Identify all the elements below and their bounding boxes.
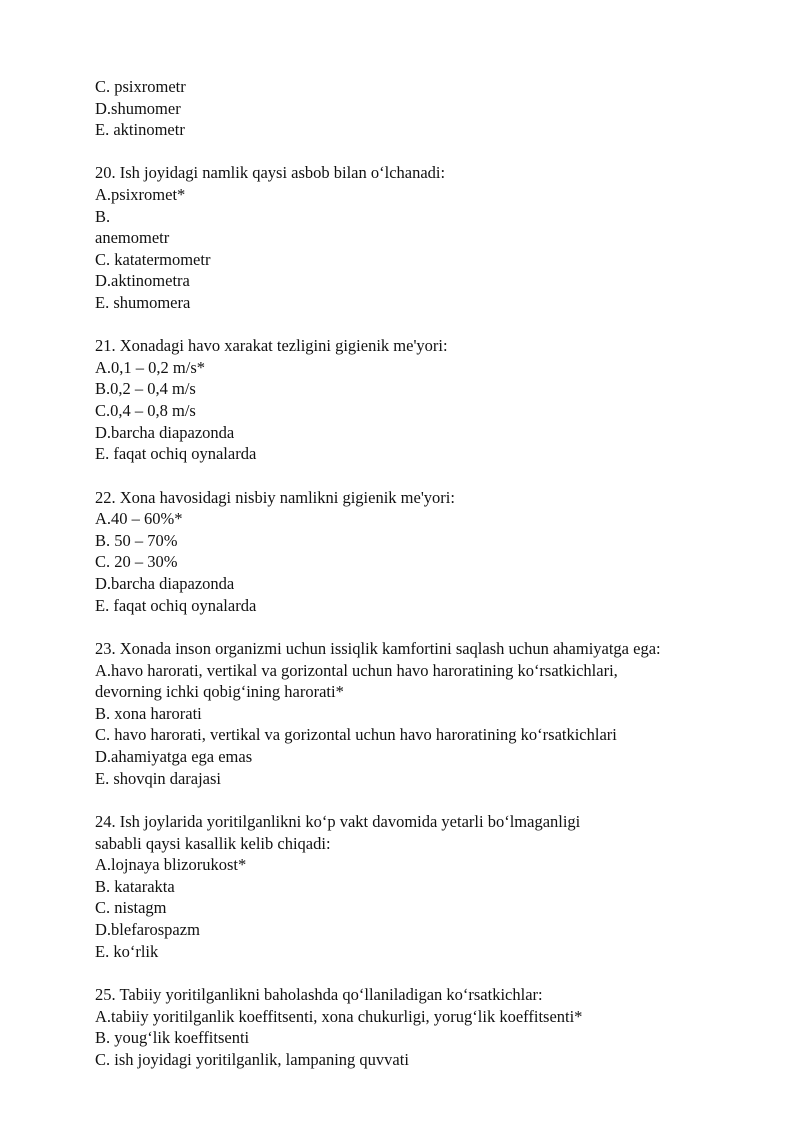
text-line: D.shumomer xyxy=(95,99,181,118)
text-line: B. xyxy=(95,207,111,226)
text-line: devorning ichki qobig‘ining harorati* xyxy=(95,682,344,701)
text-line: B. xona harorati xyxy=(95,704,202,723)
question-heading: 25. Tabiiy yoritilganlikni baholashda qo‘llaniladigan ko‘rsatkichlar: xyxy=(95,985,543,1004)
question-heading: 23. Xonada inson organizmi uchun issiqlik kamfortini saqlash uchun ahamiyatga ega: xyxy=(95,639,661,658)
text-line: A.psixromet* xyxy=(95,185,186,204)
question-heading: 24. Ish joylarida yoritilganlikni ko‘p vakt davomida yetarli bo‘lmaganligi xyxy=(95,812,581,831)
text-line: A.lojnaya blizorukost* xyxy=(95,855,247,874)
text-line: C. psixrometr xyxy=(95,77,186,96)
text-line: D.barcha diapazonda xyxy=(95,423,235,442)
text-line: anemometr xyxy=(95,228,170,247)
text-line: C.0,4 – 0,8 m/s xyxy=(95,401,196,420)
text-line: A.havo harorati, vertikal va gorizontal uchun havo haroratining ko‘rsatkichlari, xyxy=(95,661,618,680)
text-line: sababli qaysi kasallik kelib chiqadi: xyxy=(95,834,331,853)
text-line: D.aktinometra xyxy=(95,271,190,290)
text-line: B. katarakta xyxy=(95,877,175,896)
text-line: E. aktinometr xyxy=(95,120,185,139)
text-line: D.blefarospazm xyxy=(95,920,200,939)
text-line: B.0,2 – 0,4 m/s xyxy=(95,379,196,398)
text-line: D.ahamiyatga ega emas xyxy=(95,747,253,766)
text-line: A.40 – 60%* xyxy=(95,509,183,528)
text-line: E. faqat ochiq oynalarda xyxy=(95,444,257,463)
text-line: C. ish joyidagi yoritilganlik, lampaning quvvati xyxy=(95,1050,409,1069)
text-line: E. shumomera xyxy=(95,293,191,312)
question-heading: 22. Xona havosidagi nisbiy namlikni gigienik me'yori: xyxy=(95,488,455,507)
text-line: E. ko‘rlik xyxy=(95,942,159,961)
question-heading: 21. Xonadagi havo xarakat tezligini gigienik me'yori: xyxy=(95,336,448,355)
text-line: E. faqat ochiq oynalarda xyxy=(95,596,257,615)
text-line: C. nistagm xyxy=(95,898,167,917)
text-line: A.tabiiy yoritilganlik koeffitsenti, xona chukurligi, yorug‘lik koeffitsenti* xyxy=(95,1007,583,1026)
text-line: A.0,1 – 0,2 m/s* xyxy=(95,358,206,377)
text-line: C. havo harorati, vertikal va gorizontal uchun havo haroratining ko‘rsatkichlari xyxy=(95,725,617,744)
text-line: B. youg‘lik koeffitsenti xyxy=(95,1028,250,1047)
text-line: C. 20 – 30% xyxy=(95,552,178,571)
question-heading: 20. Ish joyidagi namlik qaysi asbob bilan o‘lchanadi: xyxy=(95,163,446,182)
text-line: E. shovqin darajasi xyxy=(95,769,222,788)
text-line: C. katatermometr xyxy=(95,250,211,269)
text-line: D.barcha diapazonda xyxy=(95,574,235,593)
text-line: B. 50 – 70% xyxy=(95,531,178,550)
